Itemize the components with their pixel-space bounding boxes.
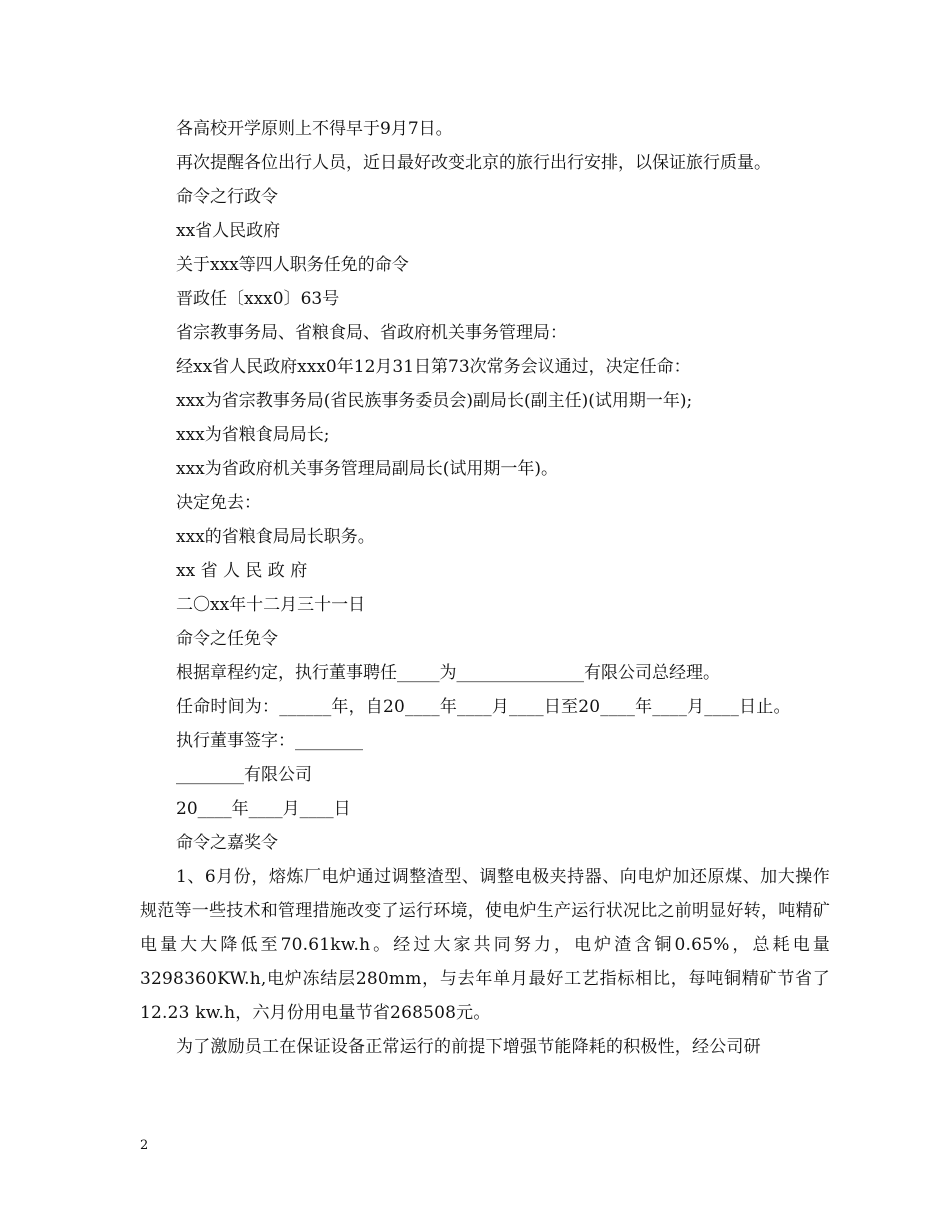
text-line: 执行董事签字：________ [176,731,363,751]
text-line: xxx为省宗教事务局(省民族事务委员会)副局长(副主任)(试用期一年); [176,391,693,411]
text-line: 二〇xx年十二月三十一日 [176,595,366,615]
text-line: 20____年____月____日 [176,799,351,819]
text-line: 晋政任〔xxx0〕63号 [176,289,340,309]
text-line: xxx为省政府机关事务管理局副局长(试用期一年)。 [176,459,559,479]
text-line: 决定免去： [176,493,261,513]
document-body [140,112,830,1064]
text-line: xx 省 人 民 政 府 [176,561,308,581]
section-heading: 命令之嘉奖令 [176,833,278,853]
text-line: xxx的省粮食局局长职务。 [176,527,375,547]
text-line: 根据章程约定，执行董事聘任_____为_______________有限公司总经理。 [176,663,720,683]
text-line: xx省人民政府 [176,221,281,241]
text-line: xxx为省粮食局局长; [176,425,330,445]
text-line: 各高校开学原则上不得早于9月7日。 [176,119,453,139]
text-line: 省宗教事务局、省粮食局、省政府机关事务管理局： [176,323,567,343]
paragraph: 为了激励员工在保证设备正常运行的前提下增强节能降耗的积极性，经公司研 [176,1037,761,1057]
text-line: ________有限公司 [176,765,312,785]
paragraph: 1、6月份，熔炼厂电炉通过调整渣型、调整电极夹持器、向电炉加还原煤、加大操作规范等一些技术和管理措施改变了运行环境，使电炉生产运行状况比之前明显好转，吨精矿电量大大降低至70.61kw.h。经过大家共同努力，电炉渣含铜0.65%，总耗电量3298360KW.h,电炉冻结层280mm，与去年单月最好工艺指标相比，每吨铜精矿节省了12.23 kw.h，六月份用电量节省268508元。 [140,867,830,1023]
text-line: 关于xxx等四人职务任免的命令 [176,255,409,275]
text-line: 再次提醒各位出行人员，近日最好改变北京的旅行出行安排，以保证旅行质量。 [176,153,771,173]
paragraph: 任命时间为：______年，自20____年____月____日至20____年____月____日止。 [176,697,791,717]
text-line: 经xx省人民政府xxx0年12月31日第73次常务会议通过，决定任命： [176,357,691,377]
section-heading: 命令之行政令 [176,187,278,207]
section-heading: 命令之任免令 [176,629,278,649]
page-number: 2 [140,1138,149,1153]
